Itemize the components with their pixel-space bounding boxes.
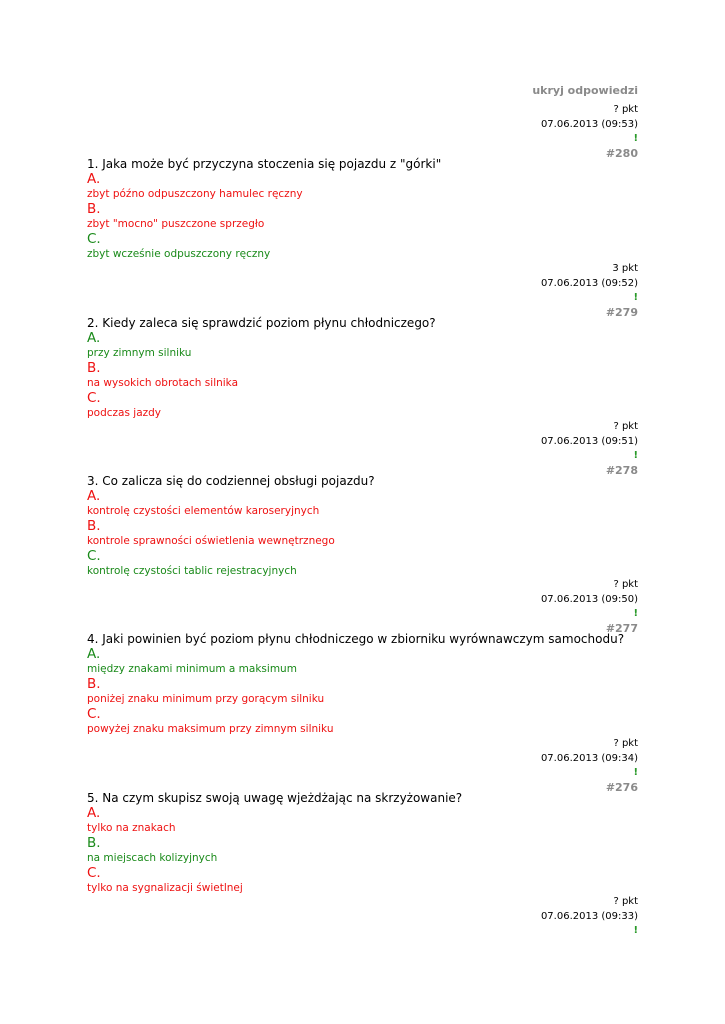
option-text: na wysokich obrotach silnika bbox=[87, 377, 239, 389]
report-mark[interactable]: ! bbox=[633, 925, 638, 936]
option-letter: C. bbox=[87, 548, 101, 564]
question-block bbox=[87, 316, 638, 421]
option-text: przy zimnym silniku bbox=[87, 347, 192, 359]
question-text: 2. Kiedy zaleca się sprawdzić poziom płynu chłodniczego? bbox=[87, 316, 436, 330]
date: 07.06.2013 (09:33) bbox=[540, 910, 638, 922]
entry-meta bbox=[338, 737, 638, 795]
option-text: między znakami minimum a maksimum bbox=[87, 663, 297, 675]
option-letter: B. bbox=[87, 360, 101, 376]
option-text: zbyt późno odpuszczony hamulec ręczny bbox=[87, 188, 303, 200]
option-text: tylko na sygnalizacji świetlnej bbox=[87, 882, 243, 894]
entry-meta bbox=[338, 262, 638, 320]
date: 07.06.2013 (09:51) bbox=[540, 435, 638, 447]
option-text: zbyt wcześnie odpuszczony ręczny bbox=[87, 248, 271, 260]
option-text: poniżej znaku minimum przy gorącym silniku bbox=[87, 693, 325, 705]
option-letter: A. bbox=[87, 488, 101, 504]
option-text: na miejscach kolizyjnych bbox=[87, 852, 218, 864]
option-text: kontrole sprawności oświetlenia wewnętrznego bbox=[87, 535, 335, 547]
entry-meta bbox=[338, 578, 638, 636]
question-text: 3. Co zalicza się do codziennej obsługi pojazdu? bbox=[87, 474, 375, 488]
option-text: zbyt "mocno" puszczone sprzegło bbox=[87, 218, 265, 230]
question-block bbox=[87, 157, 638, 262]
question-block bbox=[87, 474, 638, 579]
entry-number[interactable]: #280 bbox=[605, 146, 638, 160]
points: ? pkt bbox=[613, 579, 638, 590]
option-letter: B. bbox=[87, 835, 101, 851]
date: 07.06.2013 (09:34) bbox=[540, 752, 638, 764]
report-mark[interactable]: ! bbox=[633, 292, 638, 303]
option-letter: A. bbox=[87, 330, 101, 346]
entry-meta bbox=[338, 420, 638, 478]
date: 07.06.2013 (09:52) bbox=[540, 277, 638, 289]
option-letter: B. bbox=[87, 518, 101, 534]
option-text: powyżej znaku maksimum przy zimnym silniku bbox=[87, 723, 334, 735]
date: 07.06.2013 (09:50) bbox=[540, 593, 638, 605]
option-text: podczas jazdy bbox=[87, 407, 162, 419]
option-text: tylko na znakach bbox=[87, 822, 176, 834]
date: 07.06.2013 (09:53) bbox=[540, 118, 638, 130]
entry-number[interactable]: #278 bbox=[605, 463, 638, 477]
question-block bbox=[87, 632, 638, 737]
points: 3 pkt bbox=[612, 263, 638, 274]
points: ? pkt bbox=[613, 738, 638, 749]
question-text: 5. Na czym skupisz swoją uwagę wjeżdżając na skrzyżowanie? bbox=[87, 791, 463, 805]
entry-number[interactable]: #279 bbox=[605, 305, 638, 319]
option-text: kontrolę czystości tablic rejestracyjnych bbox=[87, 565, 297, 577]
option-letter: B. bbox=[87, 676, 101, 692]
report-mark[interactable]: ! bbox=[633, 450, 638, 461]
question-text: 4. Jaki powinien być poziom płynu chłodniczego w zbiorniku wyrównawczym samochodu? bbox=[87, 632, 625, 646]
report-mark[interactable]: ! bbox=[633, 608, 638, 619]
option-text: kontrolę czystości elementów karoseryjnych bbox=[87, 505, 320, 517]
option-letter: B. bbox=[87, 201, 101, 217]
option-letter: A. bbox=[87, 171, 101, 187]
option-letter: C. bbox=[87, 706, 101, 722]
entry-number[interactable]: #276 bbox=[605, 780, 638, 794]
entry-meta bbox=[338, 103, 638, 161]
points: ? pkt bbox=[613, 104, 638, 115]
entry-meta bbox=[338, 895, 638, 939]
question-text: 1. Jaka może być przyczyna stoczenia się pojazdu z "górki" bbox=[87, 157, 442, 171]
points: ? pkt bbox=[613, 896, 638, 907]
option-letter: C. bbox=[87, 390, 101, 406]
option-letter: A. bbox=[87, 646, 101, 662]
report-mark[interactable]: ! bbox=[633, 133, 638, 144]
points: ? pkt bbox=[613, 421, 638, 432]
question-block bbox=[87, 791, 638, 896]
report-mark[interactable]: ! bbox=[633, 767, 638, 778]
option-letter: A. bbox=[87, 805, 101, 821]
option-letter: C. bbox=[87, 865, 101, 881]
option-letter: C. bbox=[87, 231, 101, 247]
entry-number[interactable]: #277 bbox=[605, 621, 638, 635]
hide-answers-link[interactable]: ukryj odpowiedzi bbox=[532, 84, 638, 97]
